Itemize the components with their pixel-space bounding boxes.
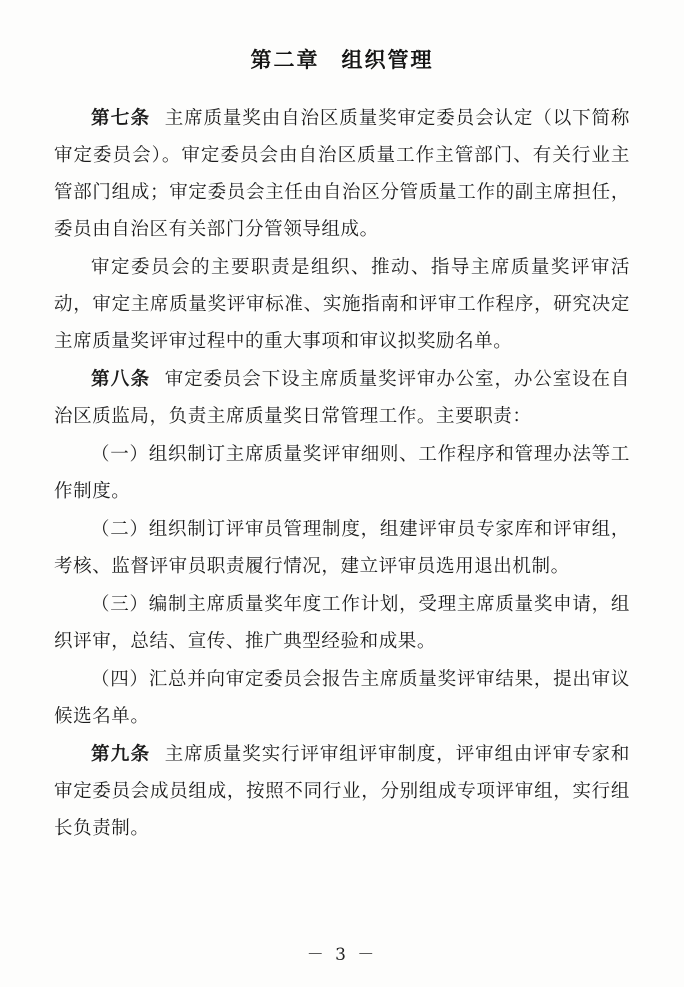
paragraph xyxy=(54,511,630,585)
paragraph-text: （四）汇总并向审定委员会报告主席质量奖评审结果，提出审议候选名单。 xyxy=(54,669,630,727)
paragraph-text: 主席质量奖由自治区质量奖审定委员会认定（以下简称审定委员会）。审定委员会由自治区质量工作主管部门、有关行业主管部门组成；审定委员会主任由自治区分管质量工作的副主席担任，委员由自治区有关部门分管领导组成。 xyxy=(54,108,630,240)
chapter-number: 第二章 xyxy=(250,47,320,72)
page-number: － 3 － xyxy=(306,945,378,965)
paragraph-text: （二）组织制订评审员管理制度，组建评审员专家库和评审组，考核、监督评审员职责履行情况，建立评审员选用退出机制。 xyxy=(54,519,630,577)
paragraph-text: 审定委员会下设主席质量奖评审办公室，办公室设在自治区质监局，负责主席质量奖日常管理工作。主要职责： xyxy=(54,369,630,427)
paragraph-text: （一）组织制订主席质量奖评审细则、工作程序和管理办法等工作制度。 xyxy=(54,444,630,502)
article-label: 第七条 xyxy=(91,108,151,129)
chapter-title-text: 组织管理 xyxy=(341,47,434,72)
page-footer xyxy=(0,940,684,965)
paragraph-text: 审定委员会的主要职责是组织、推动、指导主席质量奖评审活动，审定主席质量奖评审标准、实施指南和评审工作程序，研究决定主席质量奖评审过程中的重大事项和审议拟奖励名单。 xyxy=(54,257,630,352)
paragraph-text: （三）编制主席质量奖年度工作计划，受理主席质量奖申请，组织评审，总结、宣传、推广典型经验和成果。 xyxy=(54,594,630,652)
paragraph xyxy=(54,249,630,360)
paragraph xyxy=(54,586,630,660)
paragraph xyxy=(54,436,630,510)
paragraph xyxy=(54,736,630,847)
article-label: 第八条 xyxy=(91,369,151,390)
article-label: 第九条 xyxy=(91,744,151,765)
paragraph xyxy=(54,100,630,248)
paragraph xyxy=(54,661,630,735)
paragraph xyxy=(54,361,630,435)
paragraph-text: 主席质量奖实行评审组评审制度，评审组由评审专家和审定委员会成员组成，按照不同行业，分别组成专项评审组，实行组长负责制。 xyxy=(54,744,630,839)
chapter-heading xyxy=(54,44,630,74)
